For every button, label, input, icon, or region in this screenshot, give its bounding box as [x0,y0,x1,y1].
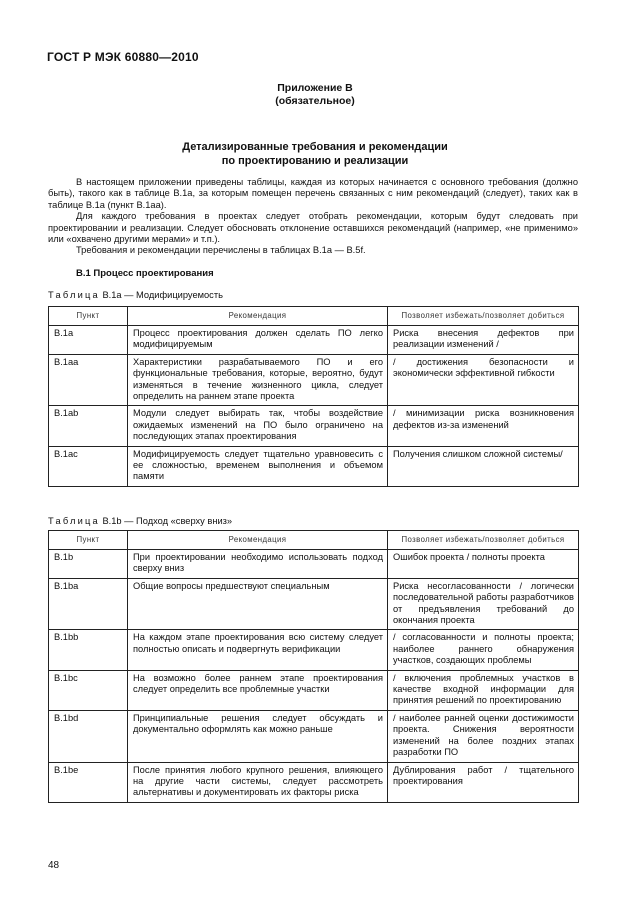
recommendation-cell: Характеристики разрабатываемого ПО и его функциональные требования, которые, вероятно, будут изменяться в течение жизненного цикла, следует определить на раннем этапе проекта [128,354,388,406]
item-cell: B.1b [49,550,128,579]
annex-status: (обязательное) [275,95,355,107]
table-row [49,550,579,579]
item-cell: B.1ac [49,446,128,486]
item-cell: B.1a [49,326,128,355]
recommendation-cell: Модифицируемость следует тщательно уравновесить с ее сложностью, временем выполнения и объемом памяти [128,446,388,486]
column-header-item: Пункт [49,531,128,550]
allows-cell: Получения слишком сложной системы/ [388,446,579,486]
table-header-row [49,307,579,326]
item-cell: B.1bd [49,710,128,762]
document-header: ГОСТ Р МЭК 60880—2010 [47,50,199,64]
table-b1a-caption [48,290,223,300]
table-row [49,630,579,670]
item-cell: B.1ba [49,578,128,630]
table-b1a [48,306,579,487]
table-row [49,446,579,486]
allows-cell: Риска несогласованности / логически последовательной работы разработчиков от предъявления требований до окончания проекта [388,578,579,630]
table-row [49,710,579,762]
recommendation-cell: Модули следует выбирать так, чтобы воздействие ожидаемых изменений на ПО было ограничено на последующих этапах проектирования [128,406,388,446]
intro-paragraph-1: В настоящем приложении приведены таблицы, каждая из которых начинается с основного требования (должно быть), такого как в таблице B.1a, за которым помещен перечень связанных с ним рекомендаций (следует), таких как в таблице B.1a (пункт B.1aa). [48,177,578,210]
table-row [49,578,579,630]
recommendation-cell: Принципиальные решения следует обсуждать и документально оформлять как можно раньше [128,710,388,762]
table-b1b-caption [48,516,232,526]
table-row [49,670,579,710]
table-header-row [49,531,579,550]
allows-cell: Дублирования работ / тщательного проектирования [388,762,579,802]
table-b1a-caption-label: Таблица [48,290,100,300]
allows-cell: / включения проблемных участков в качестве входной информации для принятия решений по проектированию [388,670,579,710]
table-row [49,406,579,446]
annex-title: Приложение В [277,82,353,94]
table-row [49,326,579,355]
recommendation-cell: Общие вопросы предшествуют специальным [128,578,388,630]
item-cell: B.1ab [49,406,128,446]
recommendation-cell: При проектировании необходимо использовать подход сверху вниз [128,550,388,579]
table-b1b [48,530,579,803]
document-title-line-2: по проектированию и реализации [221,155,409,167]
item-cell: B.1bb [49,630,128,670]
intro-paragraph-3: Требования и рекомендации перечислены в таблицах B.1a — B.5f. [76,245,366,256]
allows-cell: Риска внесения дефектов при реализации изменений / [388,326,579,355]
column-header-recommendation: Рекомендация [128,307,388,326]
page-number: 48 [48,860,60,871]
allows-cell: / достижения безопасности и экономически эффективной гибкости [388,354,579,406]
intro-text [48,177,578,257]
recommendation-cell: На возможно более раннем этапе проектирования следует определить все проблемные участки [128,670,388,710]
allows-cell: / наиболее ранней оценки достижимости проекта. Снижения вероятности изменений на более поздних этапах разработки ПО [388,710,579,762]
recommendation-cell: На каждом этапе проектирования всю систему следует полностью описать и подвергнуть верификации [128,630,388,670]
column-header-allows: Позволяет избежать/позволяет добиться [388,531,579,550]
section-title: B.1 Процесс проектирования [76,268,214,279]
table-b1b-caption-text: B.1b — Подход «сверху вниз» [102,516,233,526]
column-header-recommendation: Рекомендация [128,531,388,550]
item-cell: B.1aa [49,354,128,406]
table-b1a-caption-text: B.1a — Модифицируемость [102,290,223,300]
table-b1b-caption-label: Таблица [48,516,100,526]
recommendation-cell: Процесс проектирования должен сделать ПО легко модифицируемым [128,326,388,355]
intro-paragraph-2: Для каждого требования в проектах следует отобрать рекомендации, которым будут следовать при проектировании и реализации. Следует обосновать отклонение оставшихся рекомендаций (например, «не применимо» или «охвачено другими мерами» и т.п.). [48,211,578,245]
allows-cell: Ошибок проекта / полноты проекта [388,550,579,579]
table-row [49,762,579,802]
annex-heading [0,82,630,108]
item-cell: B.1be [49,762,128,802]
document-title [0,140,630,168]
allows-cell: / минимизации риска возникновения дефектов из-за изменений [388,406,579,446]
document-title-line-1: Детализированные требования и рекомендации [182,141,448,153]
item-cell: B.1bc [49,670,128,710]
column-header-allows: Позволяет избежать/позволяет добиться [388,307,579,326]
column-header-item: Пункт [49,307,128,326]
table-row [49,354,579,406]
allows-cell: / согласованности и полноты проекта; наиболее раннего обнаружения участков, создающих проблемы [388,630,579,670]
recommendation-cell: После принятия любого крупного решения, влияющего на другие части системы, следует рассмотреть альтернативы и документировать их факторы риска [128,762,388,802]
